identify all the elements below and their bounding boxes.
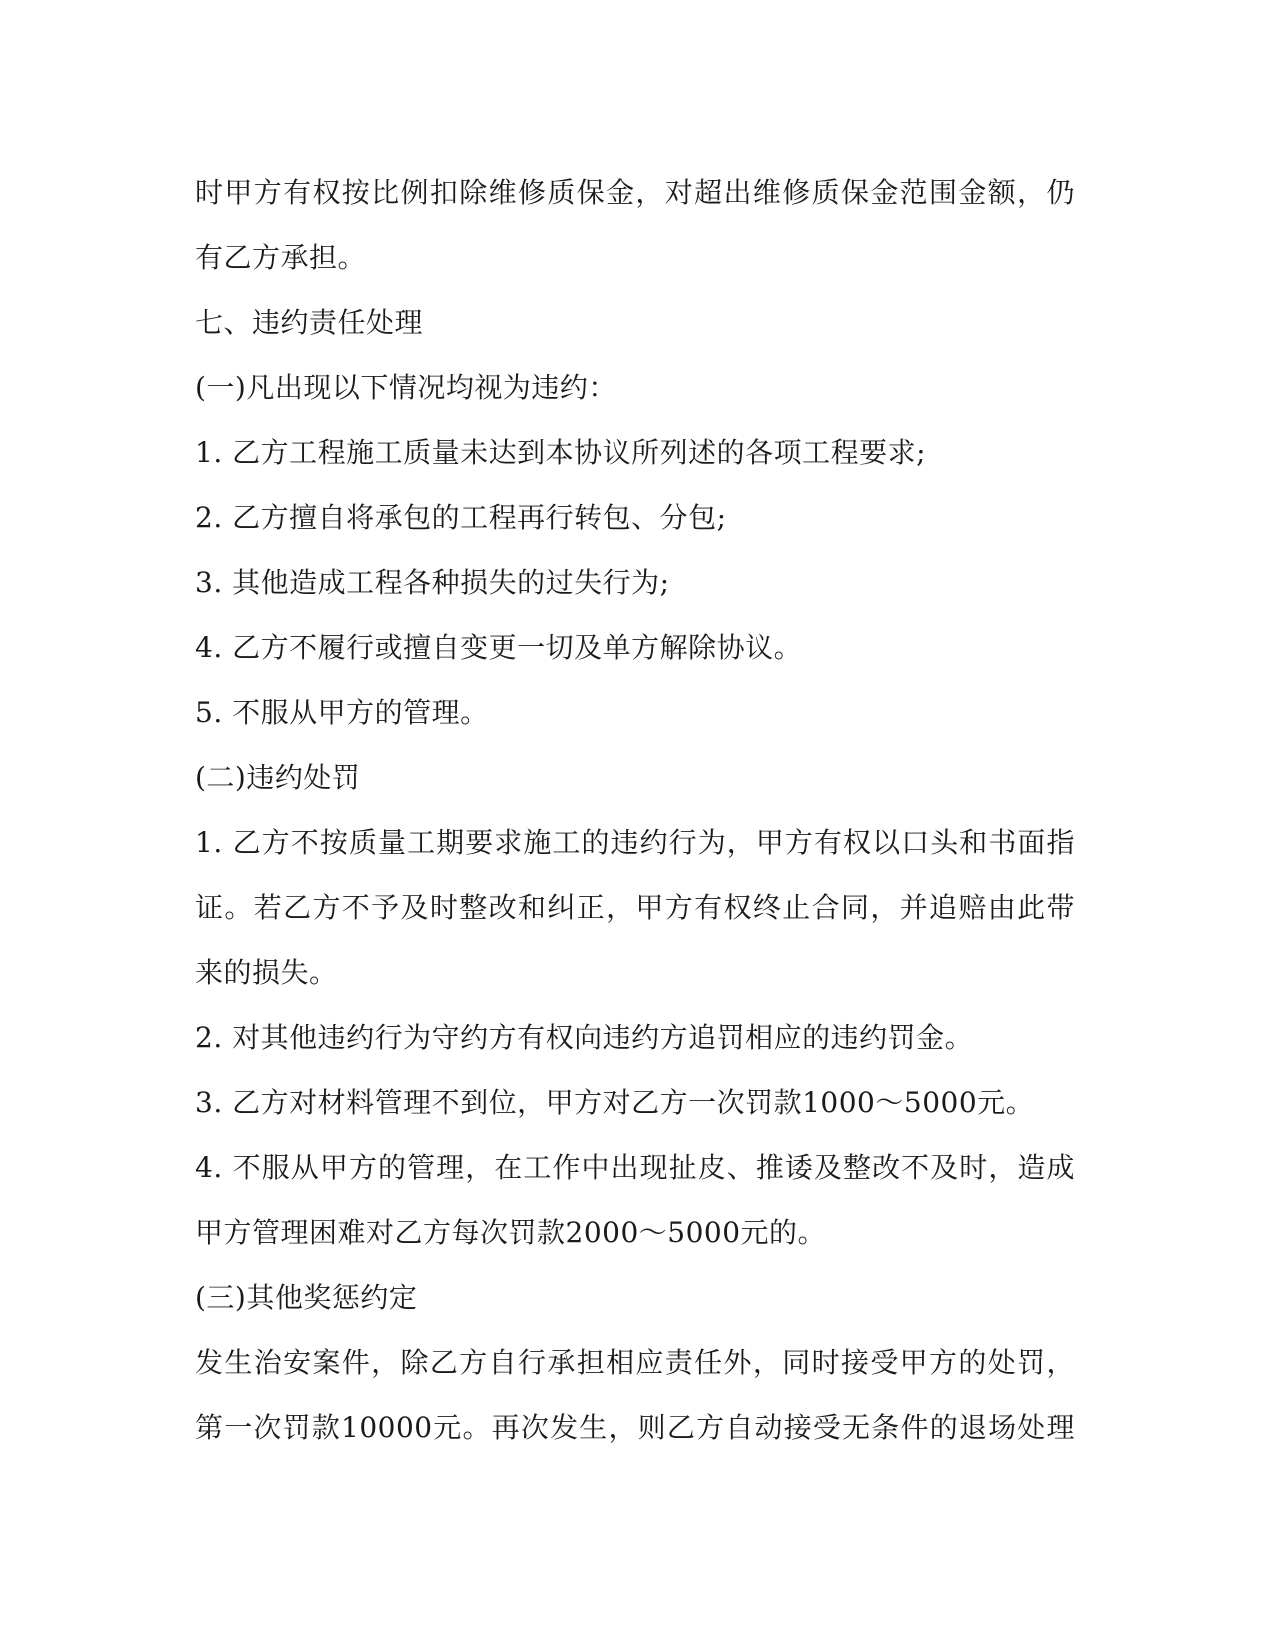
list-item: 3. 乙方对材料管理不到位，甲方对乙方一次罚款1000～5000元。 bbox=[195, 1086, 1035, 1119]
text-line: 时甲方有权按比例扣除维修质保金，对超出维修质保金范围金额，仍 bbox=[195, 176, 1075, 209]
document-body bbox=[195, 160, 1075, 1460]
list-item: 2. 乙方擅自将承包的工程再行转包、分包; bbox=[195, 501, 727, 534]
list-item: 1. 乙方工程施工质量未达到本协议所列述的各项工程要求; bbox=[195, 436, 927, 469]
list-item: 3. 其他造成工程各种损失的过失行为; bbox=[195, 566, 670, 599]
text-line: 发生治安案件，除乙方自行承担相应责任外，同时接受甲方的处罚， bbox=[195, 1346, 1075, 1379]
subsection-heading: (二)违约处罚 bbox=[195, 761, 361, 794]
list-item: 5. 不服从甲方的管理。 bbox=[195, 696, 489, 729]
list-item: 4. 不服从甲方的管理，在工作中出现扯皮、推诿及整改不及时，造成 bbox=[195, 1151, 1075, 1184]
subsection-heading: (三)其他奖惩约定 bbox=[195, 1281, 418, 1314]
text-line: 甲方管理困难对乙方每次罚款2000～5000元的。 bbox=[195, 1216, 827, 1249]
list-item: 4. 乙方不履行或擅自变更一切及单方解除协议。 bbox=[195, 631, 803, 664]
text-line: 来的损失。 bbox=[195, 956, 338, 989]
section-heading: 七、违约责任处理 bbox=[195, 306, 424, 339]
text-line: 第一次罚款10000元。再次发生，则乙方自动接受无条件的退场处理 bbox=[195, 1411, 1075, 1444]
text-line: 有乙方承担。 bbox=[195, 241, 367, 274]
list-item: 1. 乙方不按质量工期要求施工的违约行为，甲方有权以口头和书面指 bbox=[195, 826, 1075, 859]
subsection-heading: (一)凡出现以下情况均视为违约： bbox=[195, 371, 617, 404]
text-line: 证。若乙方不予及时整改和纠正，甲方有权终止合同，并追赔由此带 bbox=[195, 891, 1075, 924]
list-item: 2. 对其他违约行为守约方有权向违约方追罚相应的违约罚金。 bbox=[195, 1021, 974, 1054]
